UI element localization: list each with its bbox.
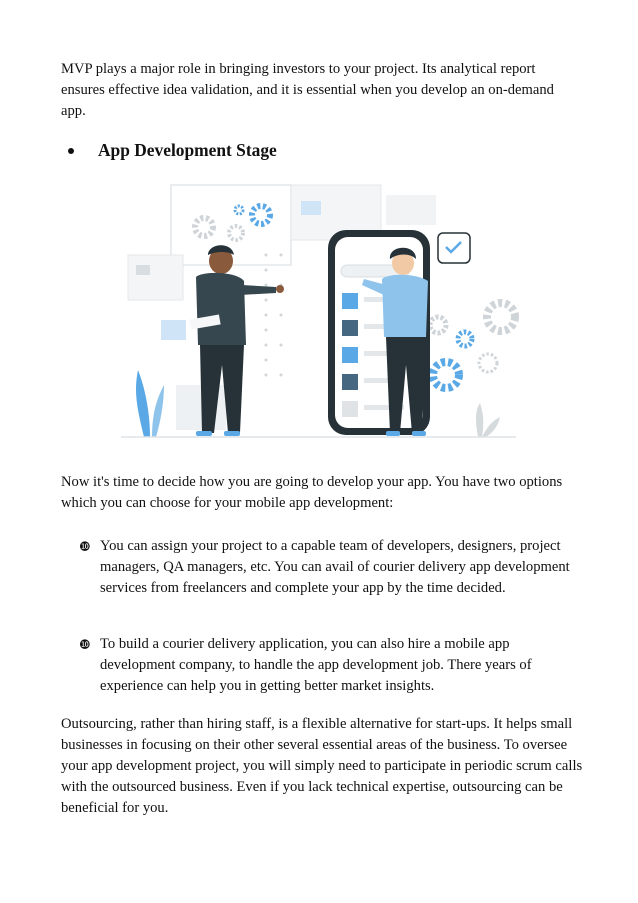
list-item-text: To build a courier delivery application, you can also hire a mobile app development company, to handle the app development job. There years of experience can help you in getting better market insights. — [100, 636, 532, 694]
intro-paragraph: MVP plays a major role in bringing investors to your project. Its analytical report ensures effective idea validation, and it is essential when you develop an on-demand app. — [61, 61, 554, 119]
bg-square-icon — [301, 201, 321, 215]
gear-icon — [252, 206, 270, 224]
gear-icon — [487, 303, 515, 331]
app-development-illustration — [116, 175, 526, 445]
plant-icon — [476, 403, 500, 437]
options-intro-paragraph: Now it's time to decide how you are going to develop your app. You have two options which you can choose for your mobile app development: — [61, 474, 563, 511]
gear-icon — [479, 354, 497, 372]
developer-figure-left — [189, 245, 284, 436]
checkmark-bubble-icon — [438, 233, 470, 263]
bg-square-icon — [136, 265, 150, 275]
dotted-list-icon — [265, 254, 283, 377]
gear-icon — [430, 317, 446, 333]
section-heading — [68, 140, 277, 161]
list-item — [79, 634, 579, 697]
gear-icon — [229, 226, 243, 240]
bg-panel-icon — [128, 255, 183, 300]
gear-icon — [235, 206, 243, 214]
list-marker-icon: ❿ — [79, 540, 91, 555]
list-marker-icon: ❿ — [79, 638, 91, 653]
section-heading-text: App Development Stage — [98, 140, 277, 160]
outsourcing-paragraph: Outsourcing, rather than hiring staff, is a flexible alternative for start-ups. It helps small businesses in focusing on their other several essential areas of the business. To oversee your app development project, you will simply need to participate in periodic scrum calls with the outsourced business. Even if you lack technical expertise, outsourcing can be beneficial for you. — [61, 716, 583, 816]
list-item — [79, 536, 579, 599]
plant-icon — [136, 370, 164, 437]
gear-icon — [195, 218, 213, 236]
gear-icon — [433, 362, 459, 388]
list-item-text: You can assign your project to a capable team of developers, designers, project managers, QA managers, etc. You can avail of courier delivery app development services from freelancers and complete your app by the time decided. — [100, 538, 570, 596]
bullet-dot-icon — [68, 148, 74, 154]
bg-square-icon — [161, 320, 186, 340]
bg-panel-icon — [386, 195, 436, 225]
gear-icon — [458, 332, 472, 346]
